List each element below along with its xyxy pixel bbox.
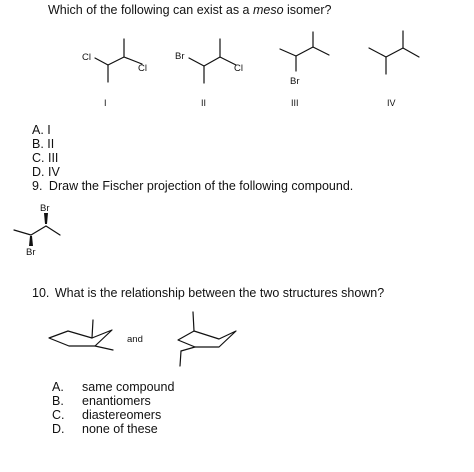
structure-iii-numeral: III — [291, 98, 299, 108]
q10-choice-d[interactable] — [52, 422, 158, 436]
q8-choice-c-letter: C. — [32, 151, 45, 165]
structure-ii-cl: Cl — [234, 63, 243, 74]
structure-ii-numeral: II — [201, 98, 207, 108]
q10-choice-d-text: none of these — [82, 422, 158, 436]
q8-choice-b-letter: B. — [32, 137, 44, 151]
q10-choice-a-letter: A. — [52, 380, 64, 394]
structure-ii-br: Br — [175, 51, 185, 62]
structure-iii-br: Br — [290, 76, 300, 87]
q8-choice-d-text: IV — [47, 165, 60, 179]
q9-number: 9. — [32, 179, 43, 193]
q8-choice-d-letter: D. — [32, 165, 45, 179]
q8-stem-italic: meso — [252, 3, 284, 17]
q8-choice-b-text: II — [47, 137, 55, 151]
structure-i-numeral: I — [104, 98, 107, 108]
q8-choice-a-text: I — [47, 123, 51, 137]
q8-stem-start: Which of the following can exist as a — [48, 3, 253, 17]
q10-choice-c[interactable] — [52, 408, 161, 422]
structure-iv-numeral: IV — [387, 98, 396, 108]
q10-number: 10. — [32, 286, 50, 300]
q10-choice-b-letter: B. — [52, 394, 64, 408]
q10-choice-b-text: enantiomers — [82, 394, 151, 408]
q10-choice-a[interactable] — [52, 380, 174, 394]
q10-choice-c-letter: C. — [52, 408, 65, 422]
q8-stem-end: isomer? — [283, 3, 332, 17]
q10-choice-c-text: diastereomers — [82, 408, 162, 422]
structure-i-cl-right: Cl — [138, 63, 147, 74]
q10-and: and — [127, 334, 143, 345]
q9-br-top: Br — [40, 203, 50, 214]
q10-choice-d-letter: D. — [52, 422, 65, 436]
q10-choice-a-text: same compound — [82, 380, 175, 394]
q9-text: Draw the Fischer projection of the following compound. — [48, 179, 354, 193]
q8-choice-c-text: III — [47, 151, 59, 165]
q10-choice-b[interactable] — [52, 394, 151, 408]
q8-choice-a-letter: A. — [32, 123, 44, 137]
q10-text: What is the relationship between the two structures shown? — [54, 286, 385, 300]
q9-br-bottom: Br — [26, 247, 36, 258]
structure-i-cl-left: Cl — [82, 52, 91, 63]
